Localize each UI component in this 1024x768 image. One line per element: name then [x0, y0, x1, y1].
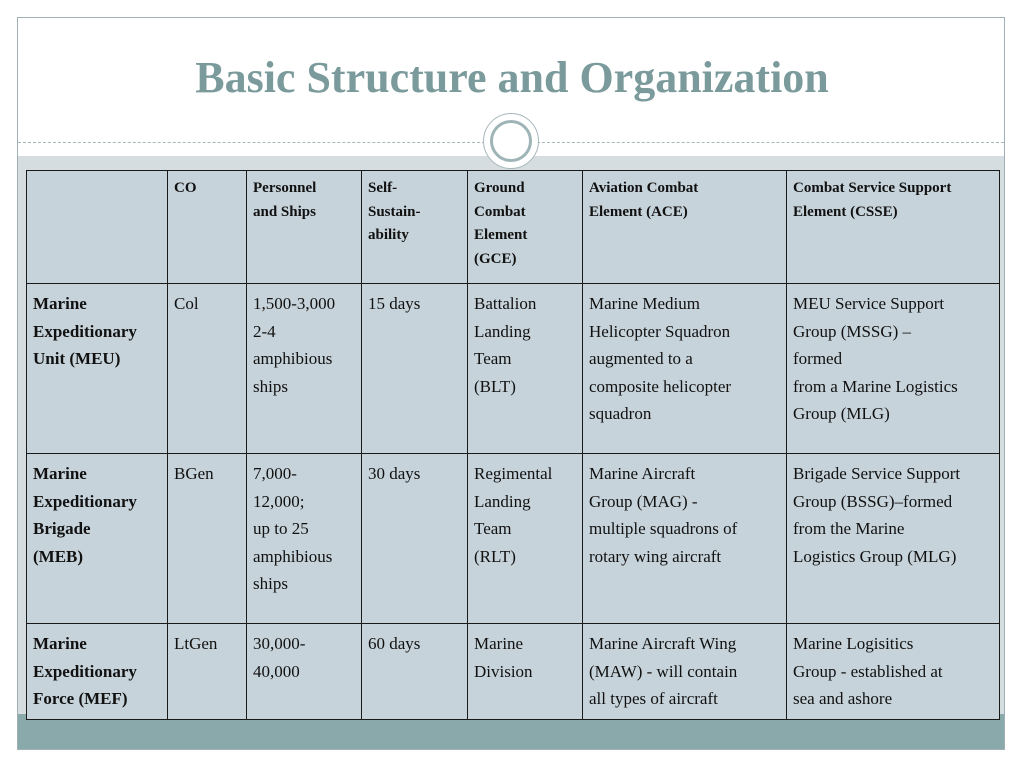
- cell-ace: Marine Medium Helicopter Squadron augmented to a composite helicopter squadron: [583, 284, 787, 454]
- header-csse: Combat Service Support Element (CSSE): [787, 171, 1000, 284]
- cell-ace: Marine Aircraft Group (MAG) - multiple squadrons of rotary wing aircraft: [583, 454, 787, 624]
- header-self-sustainability: Self- Sustain- ability: [362, 171, 468, 284]
- cell-unit: Marine Expeditionary Force (MEF): [27, 624, 168, 720]
- header-personnel: Personnel and Ships: [247, 171, 362, 284]
- header-co: CO: [168, 171, 247, 284]
- cell-sustain: 15 days: [362, 284, 468, 454]
- cell-ace: Marine Aircraft Wing (MAW) - will contain all types of aircraft: [583, 624, 787, 720]
- cell-unit: Marine Expeditionary Unit (MEU): [27, 284, 168, 454]
- cell-personnel: 7,000- 12,000; up to 25 amphibious ships: [247, 454, 362, 624]
- table-header-row: [27, 171, 1000, 284]
- header-ace: Aviation Combat Element (ACE): [583, 171, 787, 284]
- cell-sustain: 60 days: [362, 624, 468, 720]
- table-row: [27, 624, 1000, 720]
- cell-co: Col: [168, 284, 247, 454]
- cell-gce: Battalion Landing Team (BLT): [468, 284, 583, 454]
- cell-csse: MEU Service Support Group (MSSG) – formed from a Marine Logistics Group (MLG): [787, 284, 1000, 454]
- organization-table: [26, 170, 1000, 720]
- ring-icon: [490, 120, 532, 162]
- page-title: Basic Structure and Organization: [195, 53, 829, 102]
- table-row: [27, 284, 1000, 454]
- cell-unit: Marine Expeditionary Brigade (MEB): [27, 454, 168, 624]
- cell-sustain: 30 days: [362, 454, 468, 624]
- header-unit: [27, 171, 168, 284]
- cell-co: BGen: [168, 454, 247, 624]
- cell-gce: Marine Division: [468, 624, 583, 720]
- cell-csse: Brigade Service Support Group (BSSG)–formed from the Marine Logistics Group (MLG): [787, 454, 1000, 624]
- table-row: [27, 454, 1000, 624]
- cell-personnel: 30,000- 40,000: [247, 624, 362, 720]
- cell-csse: Marine Logisitics Group - established at sea and ashore: [787, 624, 1000, 720]
- cell-gce: Regimental Landing Team (RLT): [468, 454, 583, 624]
- header-gce: Ground Combat Element (GCE): [468, 171, 583, 284]
- circle-ornament-icon: [483, 113, 539, 169]
- cell-co: LtGen: [168, 624, 247, 720]
- cell-personnel: 1,500-3,000 2-4 amphibious ships: [247, 284, 362, 454]
